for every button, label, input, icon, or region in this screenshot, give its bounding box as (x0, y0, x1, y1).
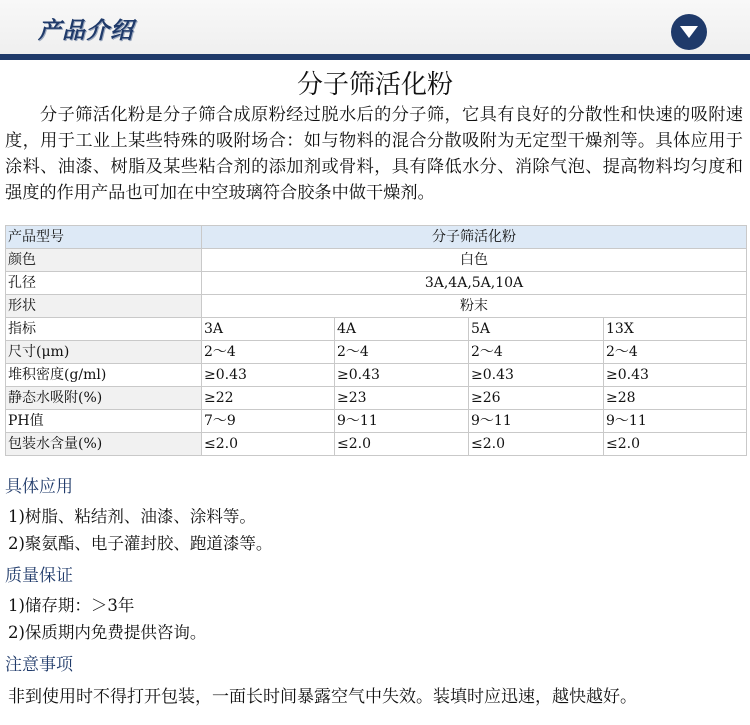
table-label: 孔径 (6, 272, 202, 295)
table-label: 包装水含量(%) (6, 433, 202, 456)
application-heading: 具体应用 (5, 477, 73, 497)
table-column-header: 13X (604, 318, 747, 341)
table-cell: 9～11 (335, 410, 469, 433)
application-item: 1)树脂、粘结剂、油漆、涂料等。 (8, 507, 256, 526)
table-column-header: 4A (335, 318, 469, 341)
table-row-model (6, 226, 747, 249)
table-column-header: 3A (202, 318, 335, 341)
table-value: 3A,4A,5A,10A (202, 272, 747, 295)
table-cell: 2～4 (335, 341, 469, 364)
table-row-shape (6, 295, 747, 318)
table-cell: ≤2.0 (335, 433, 469, 456)
table-cell: ≥0.43 (202, 364, 335, 387)
table-cell: 2～4 (469, 341, 604, 364)
chevron-down-glyph (679, 24, 699, 40)
header-title: 产品介绍 (38, 18, 134, 44)
table-label: 尺寸(μm) (6, 341, 202, 364)
table-row (6, 433, 747, 456)
table-row-index (6, 318, 747, 341)
table-cell: ≥28 (604, 387, 747, 410)
table-cell: ≤2.0 (202, 433, 335, 456)
header-bar (0, 0, 750, 60)
notice-text: 非到使用时不得打开包装，一面长时间暴露空气中失效。装填时应迅速，越快越好。 (8, 687, 637, 707)
table-label: 堆积密度(g/ml) (6, 364, 202, 387)
quality-item: 1)储存期：＞3年 (8, 596, 135, 615)
table-row-color (6, 249, 747, 272)
table-cell: 2～4 (202, 341, 335, 364)
page-title: 分子筛活化粉 (296, 70, 453, 100)
table-cell: ≤2.0 (604, 433, 747, 456)
notice-heading: 注意事项 (5, 655, 73, 675)
table-cell: 7～9 (202, 410, 335, 433)
header-rule (0, 54, 750, 60)
quality-heading: 质量保证 (5, 566, 73, 586)
table-label: 形状 (6, 295, 202, 318)
intro-paragraph: 分子筛活化粉是分子筛合成原粉经过脱水后的分子筛，它具有良好的分散性和快速的吸附速度，用于工业上某些特殊的吸附场合：如与物料的混合分散吸附为无定型干燥剂等。具体应用于涂料、油漆、树脂及某些粘合剂的添加剂或骨料，具有降低水分、消除气泡、提高物料均匀度和强度的作用产品也可加在中空玻璃符合胶条中做干燥剂。 (5, 105, 743, 203)
table-label: 静态水吸附(%) (6, 387, 202, 410)
table-value: 粉末 (202, 295, 747, 318)
table-label: 产品型号 (6, 226, 202, 249)
table-cell: ≥0.43 (469, 364, 604, 387)
table-row (6, 387, 747, 410)
quality-item: 2)保质期内免费提供咨询。 (8, 623, 207, 642)
table-cell: ≥23 (335, 387, 469, 410)
table-column-header: 5A (469, 318, 604, 341)
table-cell: ≥26 (469, 387, 604, 410)
table-cell: ≥22 (202, 387, 335, 410)
table-label: 指标 (6, 318, 202, 341)
table-label: PH值 (6, 410, 202, 433)
table-value: 白色 (202, 249, 747, 272)
table-label: 颜色 (6, 249, 202, 272)
chevron-down-icon[interactable] (671, 14, 707, 50)
table-value: 分子筛活化粉 (202, 226, 747, 249)
application-item: 2)聚氨酯、电子灌封胶、跑道漆等。 (8, 534, 273, 553)
table-cell: 9～11 (604, 410, 747, 433)
table-cell: ≥0.43 (335, 364, 469, 387)
table-row-pore (6, 272, 747, 295)
table-row (6, 341, 747, 364)
table-cell: ≤2.0 (469, 433, 604, 456)
table-row (6, 410, 747, 433)
table-cell: 9～11 (469, 410, 604, 433)
spec-table (5, 225, 747, 456)
table-cell: ≥0.43 (604, 364, 747, 387)
table-row (6, 364, 747, 387)
table-cell: 2～4 (604, 341, 747, 364)
